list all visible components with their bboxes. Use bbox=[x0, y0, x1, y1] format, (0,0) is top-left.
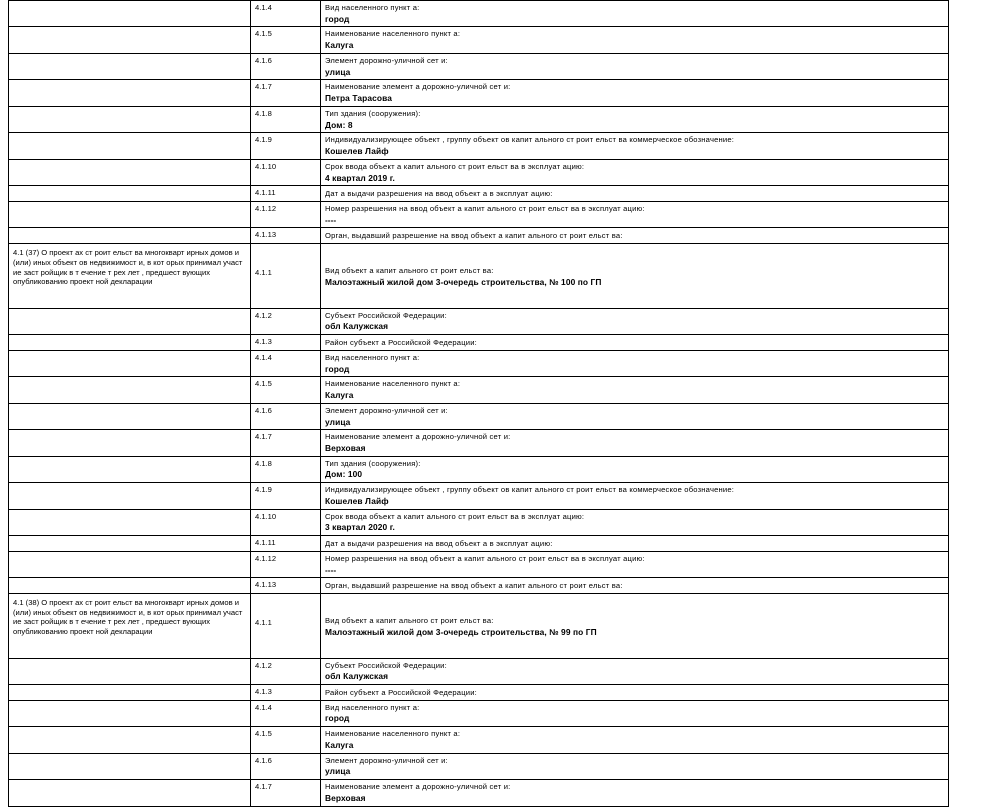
section-cell bbox=[9, 658, 251, 684]
clause-number-cell: 4.1.7 bbox=[251, 80, 321, 106]
clause-number-cell: 4.1.9 bbox=[251, 483, 321, 509]
table-row bbox=[9, 27, 949, 53]
field-value: ---- bbox=[325, 564, 337, 575]
field-value: обл Калужская bbox=[325, 321, 389, 332]
section-cell bbox=[9, 53, 251, 79]
clause-number-cell: 4.1.2 bbox=[251, 308, 321, 334]
field-value: 4 квартал 2019 г. bbox=[325, 172, 395, 183]
field-value: Кошелев Лайф bbox=[325, 495, 389, 506]
table-row bbox=[9, 509, 949, 535]
clause-number-cell: 4.1.10 bbox=[251, 509, 321, 535]
field-label: Орган, выдавший разрешение на ввод объект а капит ального ст роит ельст ва: bbox=[325, 231, 623, 241]
table-row bbox=[9, 80, 949, 106]
clause-number-cell: 4.1.6 bbox=[251, 53, 321, 79]
field-value: Калуга bbox=[325, 390, 354, 401]
field-label: Дат а выдачи разрешения на ввод объект а в эксплуат ацию: bbox=[325, 539, 553, 549]
clause-number-cell: 4.1.5 bbox=[251, 27, 321, 53]
clause-number-cell: 4.1.6 bbox=[251, 753, 321, 779]
field-label: Наименование элемент а дорожно-уличной сет и: bbox=[325, 782, 511, 792]
table-row bbox=[9, 202, 949, 228]
clause-number-cell: 4.1.7 bbox=[251, 780, 321, 806]
field-cell bbox=[321, 430, 949, 456]
section-cell bbox=[9, 430, 251, 456]
field-cell bbox=[321, 335, 949, 351]
table-row bbox=[9, 350, 949, 376]
clause-number-cell: 4.1.5 bbox=[251, 727, 321, 753]
field-cell bbox=[321, 1, 949, 27]
table-row bbox=[9, 700, 949, 726]
field-cell bbox=[321, 159, 949, 185]
table-row bbox=[9, 403, 949, 429]
clause-number-cell: 4.1.4 bbox=[251, 350, 321, 376]
clause-number-cell: 4.1.12 bbox=[251, 551, 321, 577]
clause-number-cell: 4.1.10 bbox=[251, 159, 321, 185]
field-value: Верховая bbox=[325, 792, 366, 803]
section-cell bbox=[9, 456, 251, 482]
table-body bbox=[9, 1, 949, 807]
field-label: Элемент дорожно-уличной сет и: bbox=[325, 755, 448, 765]
field-cell bbox=[321, 700, 949, 726]
clause-number-cell: 4.1.13 bbox=[251, 578, 321, 594]
field-cell bbox=[321, 456, 949, 482]
section-cell bbox=[9, 551, 251, 577]
field-label: Орган, выдавший разрешение на ввод объект а капит ального ст роит ельст ва: bbox=[325, 581, 623, 591]
section-cell bbox=[9, 483, 251, 509]
table-row bbox=[9, 106, 949, 132]
field-value: город bbox=[325, 713, 350, 724]
section-cell bbox=[9, 1, 251, 27]
field-label: Вид объект а капит ального ст роит ельст ва: bbox=[325, 616, 494, 626]
field-cell bbox=[321, 53, 949, 79]
field-label: Тип здания (сооружения): bbox=[325, 458, 421, 468]
table-row bbox=[9, 244, 949, 308]
field-cell bbox=[321, 228, 949, 244]
field-cell bbox=[321, 202, 949, 228]
section-cell bbox=[9, 106, 251, 132]
field-value: улица bbox=[325, 766, 351, 777]
field-cell bbox=[321, 578, 949, 594]
field-value: Малоэтажный жилой дом 3-очередь строительства, № 100 по ГП bbox=[325, 276, 602, 287]
table-row bbox=[9, 780, 949, 806]
field-value: город bbox=[325, 13, 350, 24]
field-cell bbox=[321, 780, 949, 806]
field-label: Индивидуализирующее объект , группу объект ов капит ального ст роит ельст ва коммерческое обозначение: bbox=[325, 135, 735, 145]
table-row bbox=[9, 377, 949, 403]
field-label: Срок ввода объект а капит ального ст роит ельст ва в эксплуат ацию: bbox=[325, 511, 585, 521]
field-label: Наименование населенного пункт а: bbox=[325, 729, 461, 739]
section-cell bbox=[9, 159, 251, 185]
field-label: Номер разрешения на ввод объект а капит ального ст роит ельст ва в эксплуат ацию: bbox=[325, 553, 645, 563]
section-cell bbox=[9, 202, 251, 228]
section-cell bbox=[9, 684, 251, 700]
section-cell bbox=[9, 133, 251, 159]
field-label: Вид объект а капит ального ст роит ельст ва: bbox=[325, 266, 494, 276]
section-cell bbox=[9, 578, 251, 594]
field-value: Кошелев Лайф bbox=[325, 146, 389, 157]
section-cell bbox=[9, 228, 251, 244]
field-label: Район субъект а Российской Федерации: bbox=[325, 338, 477, 348]
field-label: Наименование элемент а дорожно-уличной сет и: bbox=[325, 432, 511, 442]
field-value: Дом: 8 bbox=[325, 119, 353, 130]
clause-number-cell: 4.1.12 bbox=[251, 202, 321, 228]
section-cell bbox=[9, 27, 251, 53]
clause-number-cell: 4.1.3 bbox=[251, 335, 321, 351]
section-cell bbox=[9, 753, 251, 779]
section-cell bbox=[9, 335, 251, 351]
section-cell bbox=[9, 186, 251, 202]
field-value: Верховая bbox=[325, 442, 366, 453]
field-label: Элемент дорожно-уличной сет и: bbox=[325, 405, 448, 415]
section-cell bbox=[9, 350, 251, 376]
project-declaration-table bbox=[8, 0, 949, 807]
field-label: Дат а выдачи разрешения на ввод объект а в эксплуат ацию: bbox=[325, 189, 553, 199]
table-row bbox=[9, 228, 949, 244]
clause-number-cell: 4.1.1 bbox=[251, 594, 321, 658]
clause-number-cell: 4.1.5 bbox=[251, 377, 321, 403]
clause-number-cell: 4.1.1 bbox=[251, 244, 321, 308]
field-cell bbox=[321, 403, 949, 429]
field-label: Вид населенного пункт а: bbox=[325, 3, 420, 12]
section-cell bbox=[9, 403, 251, 429]
field-label: Индивидуализирующее объект , группу объект ов капит ального ст роит ельст ва коммерческое обозначение: bbox=[325, 485, 735, 495]
table-row bbox=[9, 483, 949, 509]
section-cell bbox=[9, 700, 251, 726]
section-cell bbox=[9, 536, 251, 552]
field-cell bbox=[321, 80, 949, 106]
field-cell bbox=[321, 308, 949, 334]
field-value: 3 квартал 2020 г. bbox=[325, 522, 395, 533]
field-cell bbox=[321, 133, 949, 159]
clause-number-cell: 4.1.8 bbox=[251, 456, 321, 482]
clause-number-cell: 4.1.2 bbox=[251, 658, 321, 684]
field-value: Петра Тарасова bbox=[325, 93, 392, 104]
field-cell bbox=[321, 509, 949, 535]
section-cell bbox=[9, 780, 251, 806]
section-cell: 4.1 (37) О проект ах ст роит ельст ва многокварт ирных домов и (или) иных объект ов недвижимост и, в кот орых принимал участ ие заст ройщик в т ечение т рех лет , предшест вующих опубликованию проект ной декларации bbox=[9, 244, 251, 308]
field-label: Наименование населенного пункт а: bbox=[325, 29, 461, 39]
field-label: Наименование элемент а дорожно-уличной сет и: bbox=[325, 82, 511, 92]
clause-number-cell: 4.1.8 bbox=[251, 106, 321, 132]
section-cell bbox=[9, 80, 251, 106]
field-label: Субъект Российской Федерации: bbox=[325, 660, 447, 670]
field-value: Калуга bbox=[325, 739, 354, 750]
clause-number-cell: 4.1.6 bbox=[251, 403, 321, 429]
table-row bbox=[9, 536, 949, 552]
section-cell: 4.1 (38) О проект ах ст роит ельст ва многокварт ирных домов и (или) иных объект ов недвижимост и, в кот орых принимал участ ие заст ройщик в т ечение т рех лет , предшест вующих опубликованию проект ной декларации bbox=[9, 594, 251, 658]
table-row bbox=[9, 727, 949, 753]
clause-number-cell: 4.1.7 bbox=[251, 430, 321, 456]
table-row bbox=[9, 53, 949, 79]
table-row bbox=[9, 578, 949, 594]
table-row bbox=[9, 159, 949, 185]
field-cell bbox=[321, 727, 949, 753]
field-label: Район субъект а Российской Федерации: bbox=[325, 687, 477, 697]
field-cell bbox=[321, 483, 949, 509]
table-row bbox=[9, 551, 949, 577]
field-cell bbox=[321, 106, 949, 132]
field-value: Малоэтажный жилой дом 3-очередь строительства, № 99 по ГП bbox=[325, 626, 597, 637]
field-cell bbox=[321, 536, 949, 552]
field-value: улица bbox=[325, 416, 351, 427]
clause-number-cell: 4.1.11 bbox=[251, 186, 321, 202]
clause-number-cell: 4.1.3 bbox=[251, 684, 321, 700]
section-cell bbox=[9, 308, 251, 334]
field-value: Дом: 100 bbox=[325, 469, 363, 480]
field-value: Калуга bbox=[325, 40, 354, 51]
field-label: Номер разрешения на ввод объект а капит ального ст роит ельст ва в эксплуат ацию: bbox=[325, 204, 645, 213]
table-row bbox=[9, 684, 949, 700]
clause-number-cell: 4.1.13 bbox=[251, 228, 321, 244]
field-value: улица bbox=[325, 66, 351, 77]
field-label: Наименование населенного пункт а: bbox=[325, 379, 461, 389]
field-cell bbox=[321, 350, 949, 376]
table-row bbox=[9, 186, 949, 202]
field-cell bbox=[321, 186, 949, 202]
field-cell bbox=[321, 594, 949, 658]
field-value: город bbox=[325, 363, 350, 374]
field-label: Элемент дорожно-уличной сет и: bbox=[325, 55, 448, 65]
clause-number-cell: 4.1.4 bbox=[251, 1, 321, 27]
field-label: Вид населенного пункт а: bbox=[325, 352, 420, 362]
field-label: Тип здания (сооружения): bbox=[325, 108, 421, 118]
table-row bbox=[9, 308, 949, 334]
clause-number-cell: 4.1.9 bbox=[251, 133, 321, 159]
field-label: Вид населенного пункт а: bbox=[325, 702, 420, 712]
field-cell bbox=[321, 27, 949, 53]
field-cell bbox=[321, 684, 949, 700]
field-cell bbox=[321, 753, 949, 779]
clause-number-cell: 4.1.11 bbox=[251, 536, 321, 552]
table-row bbox=[9, 753, 949, 779]
clause-number-cell: 4.1.4 bbox=[251, 700, 321, 726]
field-value: обл Калужская bbox=[325, 671, 389, 682]
field-label: Срок ввода объект а капит ального ст роит ельст ва в эксплуат ацию: bbox=[325, 161, 585, 171]
table-row bbox=[9, 335, 949, 351]
field-cell bbox=[321, 377, 949, 403]
field-cell bbox=[321, 244, 949, 308]
table-row bbox=[9, 1, 949, 27]
field-value: ---- bbox=[325, 214, 337, 225]
section-cell bbox=[9, 509, 251, 535]
field-cell bbox=[321, 551, 949, 577]
field-label: Субъект Российской Федерации: bbox=[325, 310, 447, 320]
table-row bbox=[9, 430, 949, 456]
section-cell bbox=[9, 377, 251, 403]
table-row bbox=[9, 133, 949, 159]
section-cell bbox=[9, 727, 251, 753]
table-row bbox=[9, 456, 949, 482]
table-row bbox=[9, 594, 949, 658]
field-cell bbox=[321, 658, 949, 684]
table-row bbox=[9, 658, 949, 684]
